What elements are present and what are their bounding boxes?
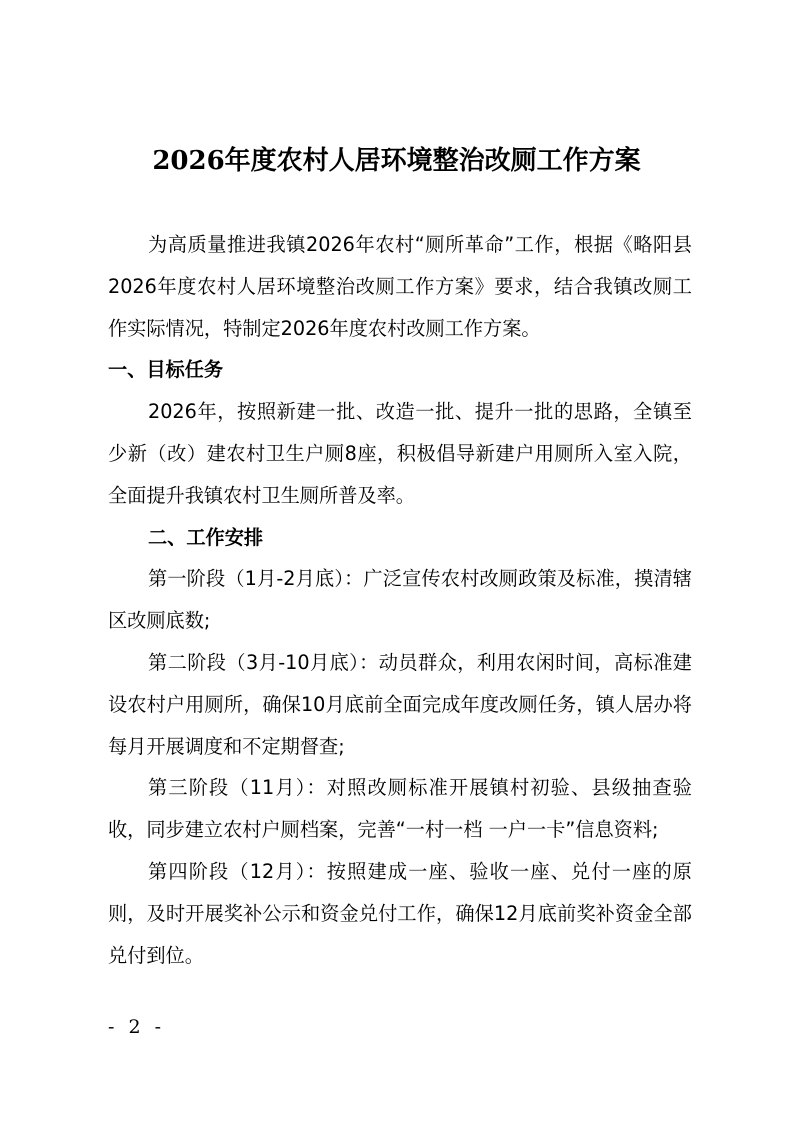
page-title: 2026年度农村人居环境整治改厕工作方案: [152, 146, 641, 176]
page-number: - 2 -: [108, 1016, 166, 1038]
phase-2-paragraph: 第二阶段（3月-10月底）：动员群众，利用农闲时间，高标准建设农村户用厕所，确保10月底前全面完成年度改厕任务，镇人居办将每月开展调度和不定期督查;: [108, 650, 692, 758]
section-heading-schedule: 二、工作安排: [148, 525, 264, 549]
phase-3-paragraph: 第三阶段（11月）：对照改厕标准开展镇村初验、县级抽查验收，同步建立农村户厕档案，完善“一村一档 一户一卡”信息资料;: [108, 776, 692, 842]
document-body: [108, 224, 692, 976]
goals-paragraph: 2026年，按照新建一批、改造一批、提升一批的思路，全镇至少新（改）建农村卫生户厕8座，积极倡导新建户用厕所入室入院，全面提升我镇农村卫生厕所普及率。: [108, 400, 692, 507]
phase-1-paragraph: 第一阶段（1月-2月底）：广泛宣传农村改厕政策及标准，摸清辖区改厕底数;: [108, 567, 692, 633]
phase-4-paragraph: 第四阶段（12月）：按照建成一座、验收一座、兑付一座的原则，及时开展奖补公示和资金兑付工作，确保12月底前奖补资金全部兑付到位。: [108, 859, 692, 967]
section-heading-goals: 一、目标任务: [108, 358, 224, 382]
intro-paragraph: 为高质量推进我镇2026年农村“厕所革命”工作，根据《略阳县2026年度农村人居环境整治改厕工作方案》要求，结合我镇改厕工作实际情况，特制定2026年度农村改厕工作方案。: [108, 233, 692, 340]
